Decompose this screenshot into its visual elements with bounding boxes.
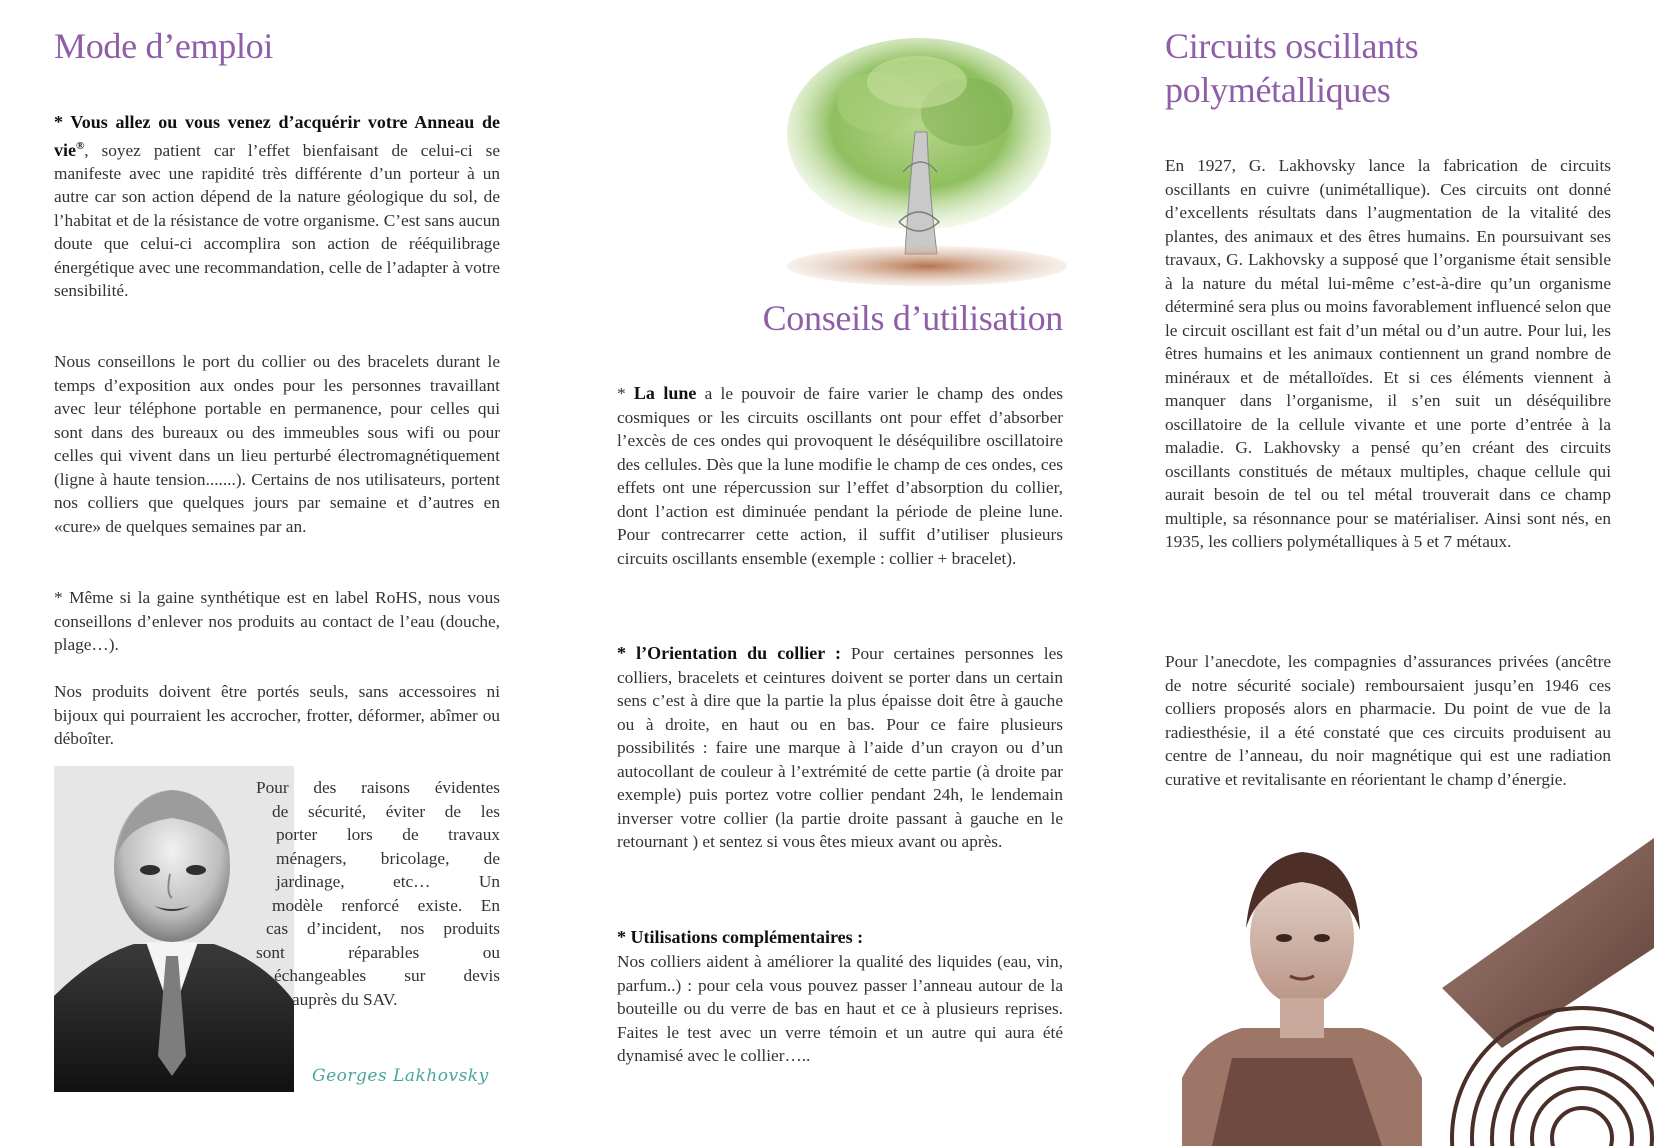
sepia-photo-woman-oscillator xyxy=(1142,838,1654,1146)
orientation-lead: l’Orientation du collier : xyxy=(636,643,842,663)
securite-line: porter lors de travaux xyxy=(276,825,500,844)
paragraph-portes-seuls: Nos produits doivent être portés seuls, sans accessoires ni bijoux qui pourraient les accrocher, frotter, déformer, abîmer ou déboîter. xyxy=(54,682,500,748)
securite-line: modèle renforcé existe. En xyxy=(272,895,500,915)
lune-star: * xyxy=(617,384,634,403)
intro-text: , soyez patient car l’effet bienfaisant de celui-ci se manifeste avec une rapidité très différente d’un porteur à un autre car son action dépend de la nature géologique du sol, de l’habitat et de la résistance de votre organisme. C’est sans aucun doute que celui-ci accomplira son action de rééquilibrage énergétique avec une recommandation, celle de l’adapter à votre sensibilité. xyxy=(54,140,500,301)
tree-illustration xyxy=(787,22,1069,290)
heading-mode-emploi: Mode d’emploi xyxy=(54,26,274,66)
paragraph-anecdote: Pour l’anecdote, les compagnies d’assurances privées (ancêtre de notre sécurité sociale) remboursaient jusqu’en 1946 ces colliers proposés alors en pharmacie. Du point de vue de la radiesthésie, il a été constaté que ces circuits produisent au centre de l’anneau, du noir magnétique qui est une radiation curative et revitalisante en réorientant le champ d’énergie. xyxy=(1165,652,1611,789)
registered-mark: ® xyxy=(76,139,85,152)
paragraph-orientation: * l’Orientation du collier : Pour certaines personnes les colliers, bracelets et ceintures doivent se porter dans un certain sens c’est à dire que la partie la plus épaisse doit être à gauche ou à droite, en haut ou en bas. Pour ce faire plusieurs possibilités : faire une marque à l’aide d’un crayon ou d’un autocollant de couleur à l’extrémité de cette partie (à droite par exemple) puis portez votre collier pendant 24h, le lendemain inverser votre collier (la partie droite passant à gauche en le retournant ) et sentez si vous êtes mieux avant ou après. xyxy=(617,643,1064,851)
securite-line: sont réparables ou xyxy=(256,942,500,962)
securite-line: Pour des raisons évidentes xyxy=(256,778,500,797)
paragraph-intro xyxy=(54,111,500,303)
securite-line: de sécurité, éviter de les xyxy=(272,801,500,821)
paragraph-port-collier: Nous conseillons le port du collier ou des bracelets durant le temps d’exposition aux ondes pour les personnes travaillant avec leur téléphone portable en permanence, pour celles qui sont dans des bureaux ou des immeubles sous wifi ou pour celles qui vivent dans un lieu perturbé électromagnétiquement (ligne à haute tension.......). Certains de nos utilisateurs, portent nos colliers que quelques jours par semaine et d’autres en «cure» de quelques semaines par an. xyxy=(54,352,500,536)
heading-utilisations: * Utilisations complémentaires : xyxy=(617,927,864,947)
orientation-text: Pour certaines personnes les colliers, bracelets et ceintures doivent se porter dans un certain sens c’est à dire que la partie la plus épaisse doit être à gauche ou à droite, en haut ou en bas. Pour ce faire plusieurs possibilités : faire une marque à l’aide d’un crayon ou d’un autocollant de couleur à l’extrémité de cette partie (à droite par exemple) puis portez votre collier pendant 24h, le lendemain inverser votre collier (la partie droite passant à gauche en le retournant ) et sentez si vous êtes mieux avant ou après. xyxy=(617,644,1064,851)
signature-lakhovsky: Georges Lakhovsky xyxy=(312,1066,489,1086)
securite-line: ménagers, bricolage, de xyxy=(276,848,500,868)
paragraph-lune xyxy=(617,382,1063,570)
paragraph-utilisations: Nos colliers aident à améliorer la qualité des liquides (eau, vin, parfum..) : pour cela vous pouvez passer l’anneau autour de la bouteille ou du verre de bas en haut et ce à plusieurs reprises. Faites le test avec un verre témoin et un autre qui aura été dynamisé avec le collier….. xyxy=(617,952,1063,1065)
paragraph-securite xyxy=(54,776,500,1011)
heading-circuits: Circuits oscillants polymétalliques xyxy=(1165,26,1419,110)
oscillator-photo xyxy=(1142,838,1654,1146)
lune-lead: La lune xyxy=(633,383,697,403)
paragraph-rohs: * Même si la gaine synthétique est en label RoHS, nous vous conseillons d’enlever nos produits au contact de l’eau (douche, plage…). xyxy=(54,588,500,654)
tree-icon xyxy=(787,22,1069,290)
intro-lead: * Vous allez ou vous venez d’acquérir votre Anneau de vie xyxy=(54,112,500,160)
securite-line: auprès du SAV. xyxy=(292,989,398,1009)
lune-text: a le pouvoir de faire varier le champ des ondes cosmiques or les circuits oscillants ont pour effet d’absorber l’excès de ces ondes qui provoquent le déséquilibre oscillatoire des cellules. Dès que la lune modifie le champ de ces ondes, ces effets ont une répercussion sur l’effet d’absorption du collier, dont l’action est diminuée pendant la période de pleine lune. Pour contrecarrer cette action, il suffit d’utiliser plusieurs circuits oscillants ensemble (exemple : collier + bracelet). xyxy=(617,384,1063,568)
securite-line: échangeables sur devis xyxy=(274,966,500,985)
paragraph-lakhovsky-history: En 1927, G. Lakhovsky lance la fabrication de circuits oscillants en cuivre (unimétallique). Ces circuits ont donné d’excellents résultats dans l’augmentation de la vitalité des plantes, des animaux et des êtres humains. En poursuivant ses travaux, G. Lakhovsky a supposé que l’organisme était sensible à la nature du métal lui-même c’est-à-dire qu’un organisme déterminé sera plus ou moins favorablement influencé selon que le circuit oscillant est fait d’un métal ou d’un autre. Pour lui, les êtres humains et les animaux contiennent un grand nombre de minéraux et de métalloïdes. Et si ces éléments viennent à manquer dans l’organisme, il s’en suit un déséquilibre oscillatoire de la cellule vivante et une porte d’entrée à la maladie. G. Lakhovsky a pensé qu’en créant des circuits oscillants constitués de métaux multiples, chaque cellule qui aurait besoin de tel ou tel métal trouverait dans ce champ multiple, sa résonnance pour se matérialiser. Ainsi sont nés, en 1935, les colliers polymétalliques à 5 et 7 métaux. xyxy=(1165,156,1611,551)
securite-line: jardinage, etc… Un xyxy=(276,872,500,891)
heading-conseils: Conseils d’utilisation xyxy=(762,298,1063,338)
securite-line: cas d’incident, nos produits xyxy=(266,919,500,938)
